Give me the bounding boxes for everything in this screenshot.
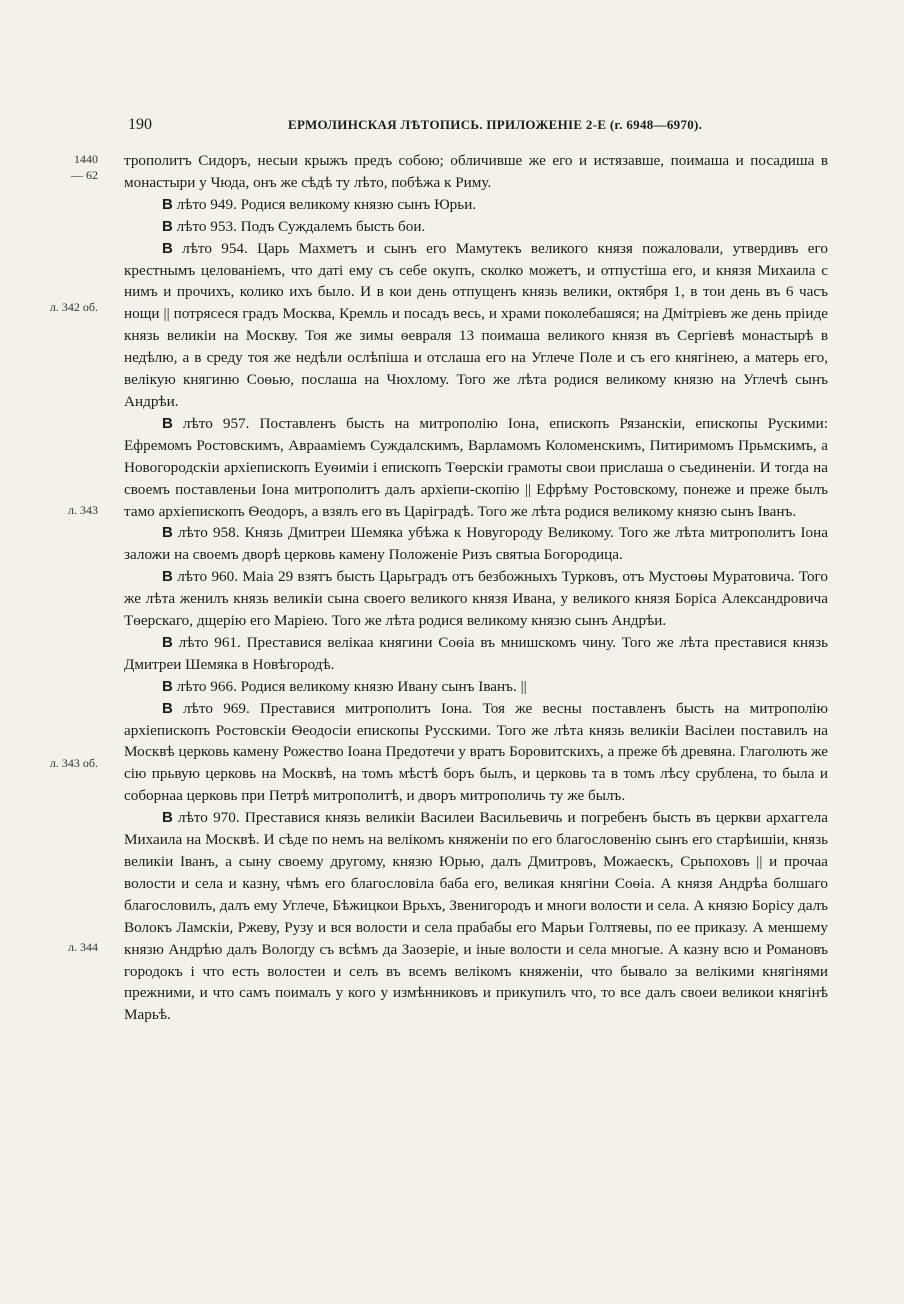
entry-initial: В <box>162 524 173 542</box>
entry-text: лѣто 961. Преставися велікаа княгини Соѳіа въ мнишскомъ чину. Того же лѣта преставися князь Дмитреи Шемяка в Новѣгородѣ. <box>124 633 828 673</box>
entry-text: лѣто 969. Преставися митрополитъ Іона. Тоя же весны поставленъ бысть на митрополію архіепископъ Ростовскіи Ѳеодосіи епископы Русскими. Того же лѣта князь великіи Васілеи поставилъ на Москвѣ церковь камену Рожество Іоана Предотечи у вратъ Боровитскихъ, а преже бѣ древяна. Глаголють же сію прьвую церковь на Москвѣ, на томъ мѣстѣ боръ былъ, и церковь та в томъ лѣсу срублена, то была и соборнаа церковь при Петрѣ митрополитѣ, и дворъ митрополичь ту же былъ. <box>124 699 828 805</box>
entry-953 <box>124 216 828 238</box>
running-head <box>128 116 703 138</box>
margin-folio-342ob: л. 342 об. <box>49 300 98 314</box>
entry-958 <box>124 522 828 566</box>
margin-folio-343: л. 343 <box>68 503 98 517</box>
entry-initial: В <box>162 217 173 235</box>
entry-initial: В <box>162 633 173 651</box>
entry-966 <box>124 676 828 698</box>
entry-initial: В <box>162 195 173 213</box>
entry-text: лѣто 953. Подъ Суждалемъ бысть бои. <box>172 217 426 235</box>
entry-text: лѣто 970. Преставися князь великіи Василеи Васильевичь и погребенъ бысть въ церкви архаггела Михаила на Москвѣ. И сѣде по немъ на велікомъ княженіи по его благословенію сынъ его старѣишіи, князь великіи Іванъ, а сыну своему другому, князю Юрью, <box>124 809 828 870</box>
chronicle-text <box>124 150 828 1026</box>
entry-960 <box>124 566 828 632</box>
page-number: 190 <box>128 116 152 133</box>
entry-initial: В <box>162 809 173 827</box>
entry-970 <box>124 807 828 1026</box>
margin-year-range-bottom: — 62 <box>71 168 98 182</box>
entry-text: лѣто 958. Князь Дмитреи Шемяка убѣжа к Новугороду Великому. Того же лѣта митрополитъ Іона заложи на своемъ дворѣ церковь камену Положеніе Ризъ святыа Богородица. <box>124 524 828 564</box>
entry-initial: В <box>162 677 173 695</box>
entry-text: лѣто 957. Поставленъ бысть на митрополію Іона, епископъ Рязанскіи, епископы Рускими: Ефремомъ Ростовскимъ, Авраамiемъ Суждалскимъ, Варламомъ Коломенскимъ, Питиримомъ Прьмскимъ, а Новогородскіи архіепископъ Еуѳиміи і епископъ Тѳерскіи грамоты свои прислаша о съединеніи. И тогда на своемъ поставленьи Іона митрополитъ далъ архіепи- <box>124 414 828 498</box>
margin-folio-343ob: л. 343 об. <box>49 756 98 770</box>
entry-text-cont: велики, октября 1, в тои день въ 6 часъ нощи || потрясеся градъ Москва, Кремль и посадъ весь, и храми поколебашяся; на Дмітріевъ же день пріиде князь великіи на Москву. Тоя же зимы ѳевраля 13 поимаша великого князя въ Сергіевѣ монастырѣ в недѣлю, а в среду тоя же недѣли ослѣпіша и отслаша его на Углече Поле и съ его княгінею, а матерь его, велікую княгиню Соѳью, послаша на Чюхлому. Того же лѣта родися великому князю на Углечѣ сынъ Андрѣи. <box>124 283 828 410</box>
entry-text: лѣто 960. Маіа 29 взятъ бысть Царьградъ отъ безбожныхъ Турковъ, отъ Мустоѳы Муратовича. Того же лѣта женилъ князь великіи сына своего великого князя Ивана, у великого князя Борiса Александровича Тѳерскаго, дщерію его Маріею. Того же лѣта родися великому князю сынъ Андрѣи. <box>124 568 828 630</box>
entry-text: лѣто 954. Царь Махметъ и сынъ его Мамутекъ великого князя пожаловали, утвердивъ его крестнымъ целованіемъ, что даті ему съ себе окупъ, сколко можетъ, и отпустіша его, и князя Михаила с нимъ и прочихъ, колико ихъ было. И в кои день отпущенъ князь <box>124 239 828 301</box>
entry-initial: В <box>162 699 173 717</box>
entry-initial: В <box>162 414 173 432</box>
entry-954 <box>124 238 828 413</box>
entry-text: лѣто 949. Родися великому князю сынъ Юрьи. <box>172 195 477 213</box>
entry-text: лѣто 966. Родися великому князю Ивану сынъ Іванъ. || <box>172 677 527 695</box>
entry-text-cont: далъ Дмитровъ, Можаескъ, Срьпоховъ || и прочаа волости и села и казну, чѣмъ его благословіла баба его, великая княгіни Соѳіа. А князя Андрѣа болшаго благословилъ, далъ ему Углече, Бѣжицкои Врьхъ, Звенигородъ и многи волости и села. А князю Борісу далъ Волокъ Ламскіи, Ржеву, Рузу и вся волости и села прабабы его Марьи Голтяевы, по ее приказу. А меншему князю Андрѣю далъ Вологду съ всѣмъ да Заозеріе, и іные волости и села многые. А казну всю и Романовъ городокъ і что есть волостеи и селъ въ всемъ велікомъ княженіи, что бывало за велікими княгінями прежними, и что самъ поималъ у кого у измѣнниковъ и прикупилъ что, то все далъ своеи великои княгінѣ Марьѣ. <box>124 853 828 1024</box>
entry-969 <box>124 698 828 808</box>
entry-text-cont: скопію || Ефрѣму Ростовскому, понеже и преже былъ тамо архіепископъ Ѳеодоръ, а взялъ его въ Царіградѣ. Того же лѣта родися великому князю сынъ Іванъ. <box>124 480 828 520</box>
running-title: ЕРМОЛИНСКАЯ ЛѢТОПИСЬ. ПРИЛОЖЕНІЕ 2-Е (г. 6948—6970). <box>288 117 703 132</box>
entry-961 <box>124 632 828 676</box>
entry-initial: В <box>162 239 173 257</box>
margin-year-range-top: 1440 <box>74 152 98 166</box>
entry-957 <box>124 413 828 523</box>
entry-949 <box>124 194 828 216</box>
margin-folio-344: л. 344 <box>68 940 98 954</box>
entry-initial: В <box>162 568 173 586</box>
paragraph-continuation: трополитъ Сидоръ, несыи крыжъ предъ собою; обличивше же его и истязавше, поимаша и посадиша в монастыри у Чюда, онъ же сѣдѣ ту лѣто, побѣжа к Риму. <box>124 152 828 191</box>
